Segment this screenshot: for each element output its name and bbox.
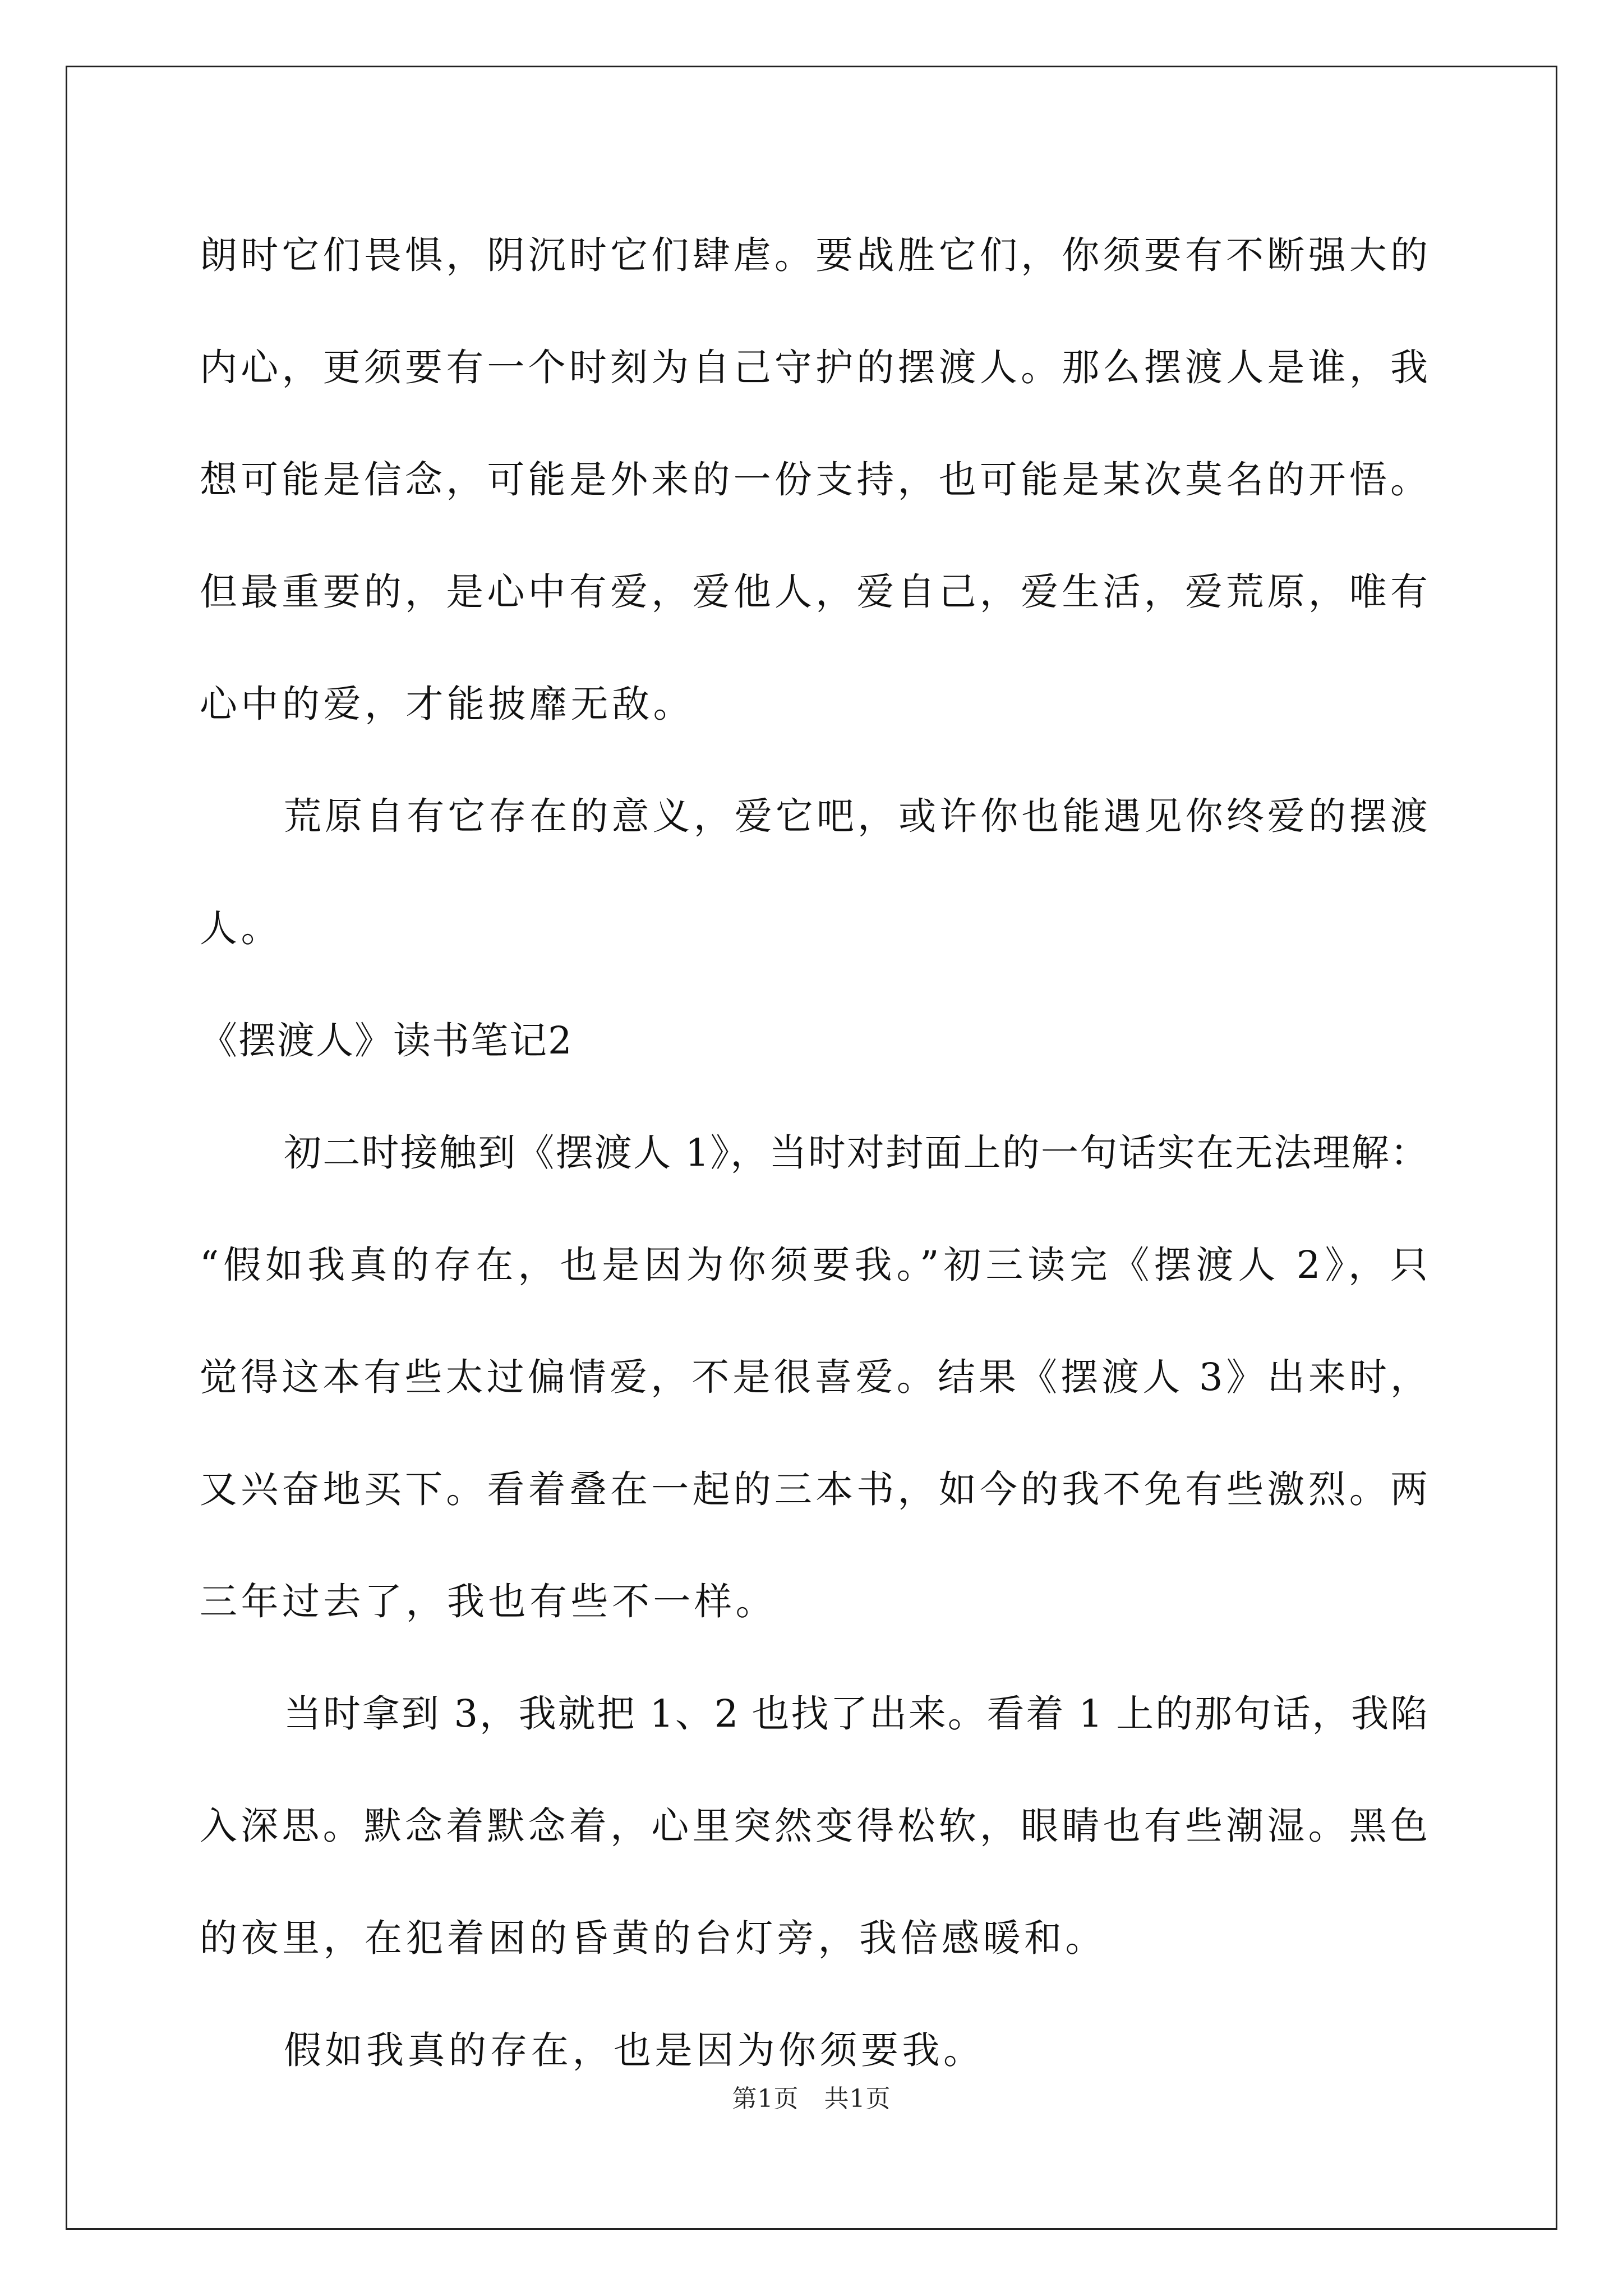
page-number-footer: 第1页 共1页 [732,2085,891,2113]
paragraph-line: 当时拿到 3，我就把 1、2 也找了出来。看着 1 上的那句话，我陷 [284,1692,1428,1736]
paragraph-line: 人。 [200,907,282,950]
paragraph-line: 觉得这本有些太过偏情爱，不是很喜爱。结果《摆渡人 3》出来时， [200,1355,1428,1399]
paragraph-line: 又兴奋地买下。看着叠在一起的三本书，如今的我不免有些激烈。两 [200,1467,1428,1511]
paragraph-line: 的夜里，在犯着困的昏黄的台灯旁，我倍感暖和。 [200,1916,1106,1960]
section-heading: 《摆渡人》读书笔记2 [200,1019,573,1062]
paragraph-line: 入深思。默念着默念着，心里突然变得松软，眼睛也有些潮湿。黑色 [200,1804,1428,1848]
paragraph-line: 荒原自有它存在的意义，爱它吧，或许你也能遇见你终爱的摆渡 [284,794,1428,838]
paragraph-line: 内心，更须要有一个时刻为自己守护的摆渡人。那么摆渡人是谁，我 [200,346,1428,389]
paragraph-line: 三年过去了，我也有些不一样。 [200,1580,777,1623]
paragraph-line: “假如我真的存在，也是因为你须要我。”初三读完《摆渡人 2》，只 [200,1243,1428,1287]
paragraph-line: 朗时它们畏惧，阴沉时它们肆虐。要战胜它们，你须要有不断强大的 [200,233,1428,277]
document-body [200,199,1428,2106]
paragraph-line: 假如我真的存在，也是因为你须要我。 [284,2028,985,2072]
paragraph-line: 但最重要的，是心中有爱，爱他人，爱自己，爱生活，爱荒原，唯有 [200,570,1428,614]
paragraph-line: 心中的爱，才能披靡无敌。 [200,682,694,726]
paragraph-line: 初二时接触到《摆渡人 1》，当时对封面上的一句话实在无法理解： [284,1131,1428,1175]
paragraph-line: 想可能是信念，可能是外来的一份支持，也可能是某次莫名的开悟。 [200,458,1428,501]
